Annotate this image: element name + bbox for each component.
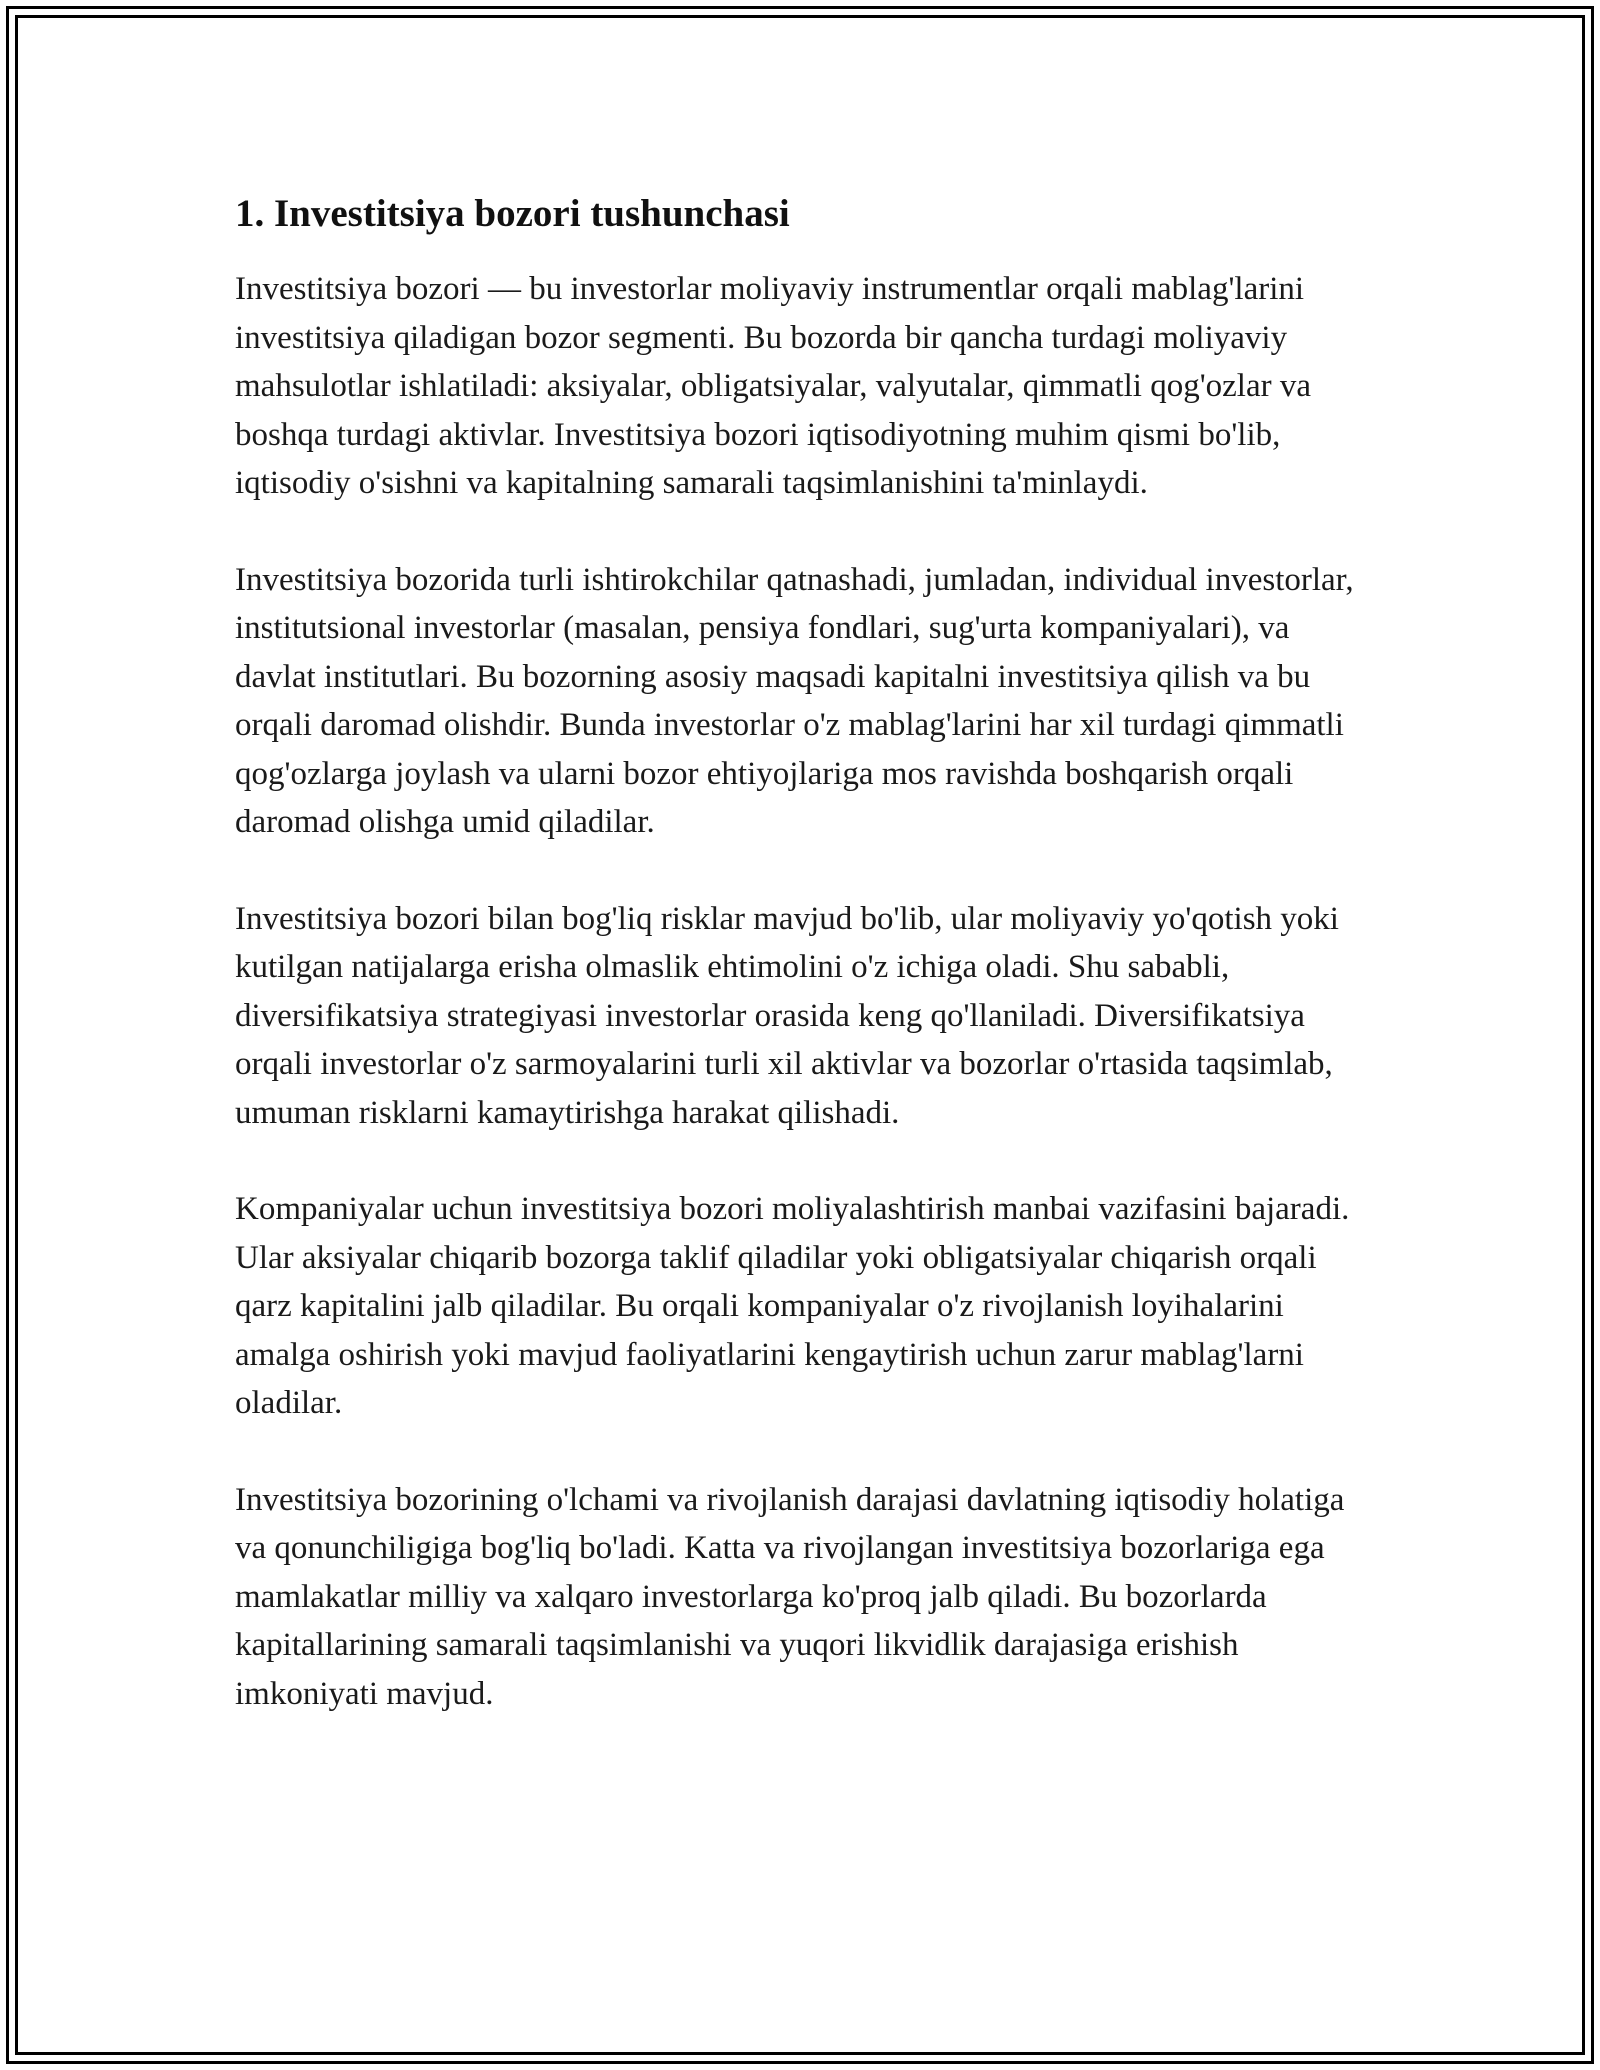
paragraph-5: Investitsiya bozorining o'lchami va rivojlanish darajasi davlatning iqtisodiy holatiga va qonunchiligiga bog'liq bo'ladi. Katta va rivojlangan investitsiya bozorlariga ega mamlakatlar milliy va xalqaro investorlarga ko'proq jalb qiladi. Bu bozorlarda kapitallarining samarali taqsimlanishi va yuqori likvidlik darajasiga erishish imkoniyati mavjud. xyxy=(235,1481,1345,1712)
document-body xyxy=(235,188,1375,1766)
paragraph-3: Investitsiya bozori bilan bog'liq risklar mavjud bo'lib, ular moliyaviy yo'qotish yoki kutilgan natijalarga erisha olmaslik ehtimolini o'z ichiga oladi. Shu sababli, diversifikatsiya strategiyasi investorlar orasida keng qo'llaniladi. Diversifikatsiya orqali investorlar o'z sarmoyalarini turli xil aktivlar va bozorlar o'rtasida taqsimlab, umuman risklarni kamaytirishga harakat qilishadi. xyxy=(235,900,1339,1131)
paragraph-4: Kompaniyalar uchun investitsiya bozori moliyalashtirish manbai vazifasini bajaradi. Ular aksiyalar chiqarib bozorga taklif qiladilar yoki obligatsiyalar chiqarish orqali qarz kapitalini jalb qiladilar. Bu orqali kompaniyalar o'z rivojlanish loyihalarini amalga oshirish yoki mavjud faoliyatlarini kengaytirish uchun zarur mablag'larni oladilar. xyxy=(235,1191,1350,1421)
paragraph-2: Investitsiya bozorida turli ishtirokchilar qatnashadi, jumladan, individual investorlar, institutsional investorlar (masalan, pensiya fondlari, sug'urta kompaniyalari), va davlat institutlari. Bu bozorning asosiy maqsadi kapitalni investitsiya qilish va bu orqali daromad olishdir. Bunda investorlar o'z mablag'larini har xil turdagi qimmatli qog'ozlarga joylash va ularni bozor ehtiyojlariga mos ravishda boshqarish orqali daromad olishga umid qiladilar. xyxy=(235,561,1354,840)
paragraph-1: Investitsiya bozori — bu investorlar moliyaviy instrumentlar orqali mablag'larini investitsiya qiladigan bozor segmenti. Bu bozorda bir qancha turdagi moliyaviy mahsulotlar ishlatiladi: aksiyalar, obligatsiyalar, valyutalar, qimmatli qog'ozlar va boshqa turdagi aktivlar. Investitsiya bozori iqtisodiyotning muhim qismi bo'lib, iqtisodiy o'sishni va kapitalning samarali taqsimlanishini ta'minlaydi. xyxy=(235,271,1312,501)
section-heading: 1. Investitsiya bozori tushunchasi xyxy=(235,192,790,235)
